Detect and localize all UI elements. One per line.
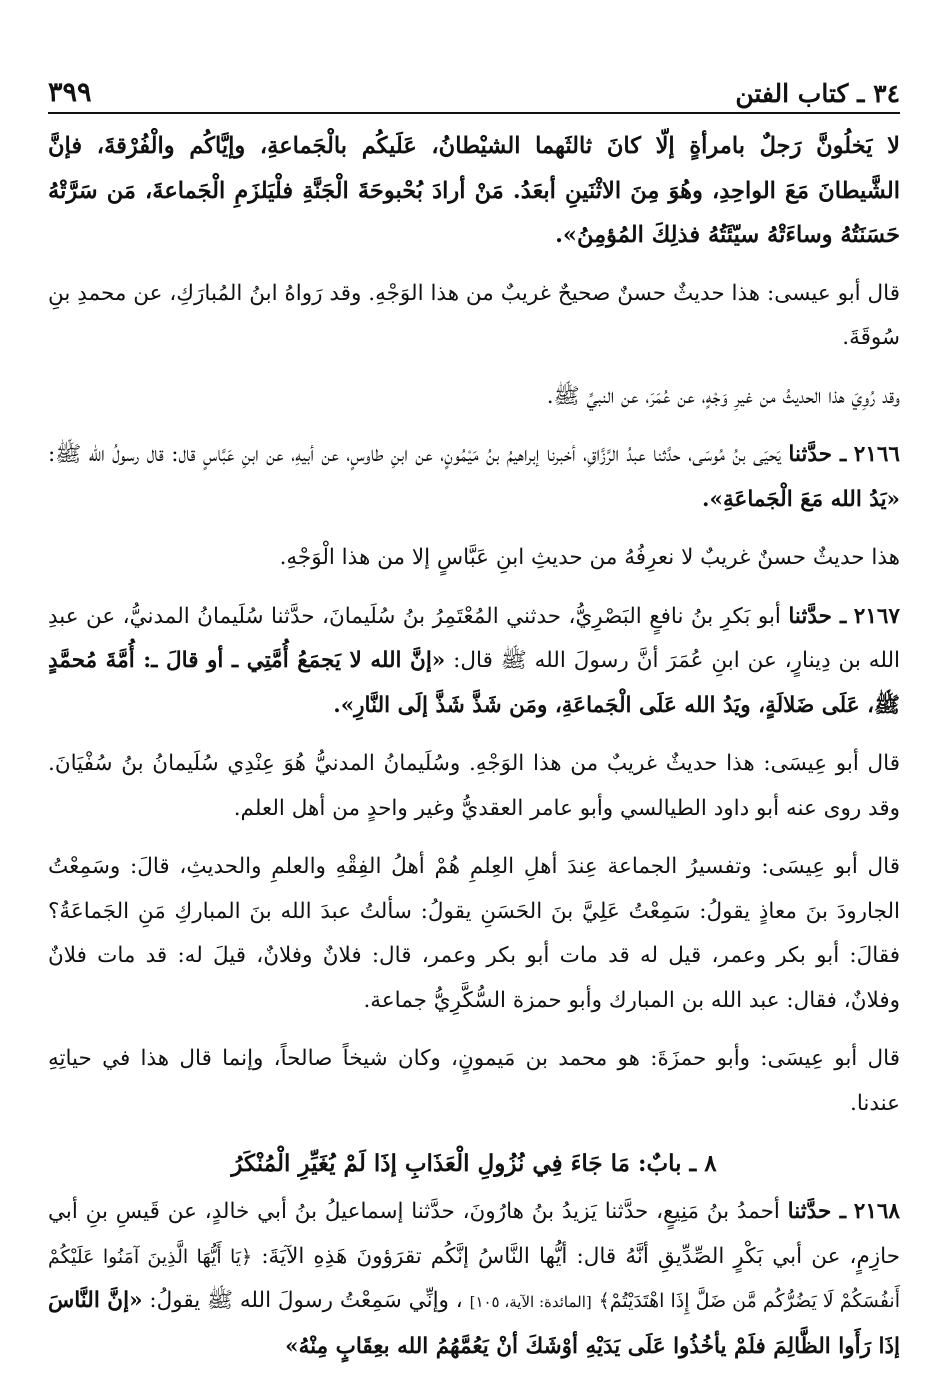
chapter-heading: ٨ ـ بابٌ: مَا جَاءَ فِي نُزُولِ الْعَذَابِ إذَا لَمْ يُغَيِّرِ الْمُنْكَرُ (231, 1150, 717, 1177)
hadith-text: «يَدُ الله مَعَ الْجَماعَةِ». (702, 486, 900, 512)
hadith-number: ٢١٦٦ (853, 442, 900, 467)
hadith-2166: ٢١٦٦ ـ حدَّثنا يَحيَى بنُ مُوسَى، حدَّثنا عبدُ الرَّزَّاقِ، أخبرنا إبراهيمُ بنُ مَيْمُونٍ، عن ابنِ طاوسٍ، عن أبيهِ، عن ابنِ عَبَّاسٍ قال: قال رسولُ الله ﷺ: «يَدُ الله مَعَ الْجَماعَةِ». (48, 442, 900, 512)
commentary-paragraph: قال أبو عِيسَى: وأبو حمزَةَ: هو محمد بن مَيمونٍ، وكان شيخاً صالحاً، وإنما قال هذا في حياتِهِ عندنا. (48, 1046, 900, 1116)
hadith-number: ٢١٦٧ (853, 603, 900, 629)
hadith-lead: حدَّثنا (788, 603, 832, 629)
hadith-chain: يَحيَى بنُ مُوسَى، حدَّثنا عبدُ الرَّزَّاقِ، أخبرنا إبراهيمُ بنُ مَيْمُونٍ، عن ابنِ طاوسٍ، عن أبيهِ، عن ابنِ عَبَّاسٍ قال: قال رسولُ الله ﷺ: (48, 442, 781, 467)
hadith-2167: ٢١٦٧ ـ حدَّثنا أبو بَكرِ بنُ نافعٍ البَصْرِيُّ، حدثني المُعْتَمِرُ بنُ سُلَيمانَ، حدَّثنا سُلَيمانُ المدنيُّ، عن عبدِ الله بن دِينارٍ، عن ابنِ عُمَرَ أنَّ رسولَ الله ﷺ قال: «إنَّ الله لا يَجمَعُ أُمَّتِي ـ أو قالَ ـ: أُمَّةَ مُحمَّدٍ ﷺ، عَلَى ضَلالَةٍ، ويَدُ الله عَلَى الْجَماعَةِ، ومَن شَذَّ شَذَّ إلَى النَّارِ». (48, 603, 900, 718)
hadith-continuation: لا يَخلُونَّ رَجلٌ بامرأةٍ إلّا كانَ ثالثَهما الشيْطانُ، عَلَيكُم بالْجَماعةِ، وإيَّاكُم والْفُرْقةَ، فإنَّ الشَّيطانَ مَعَ الواحِدِ، وهُوَ مِنَ الاثْنَينِ أبعَدُ. مَنْ أرادَ بُحْبوحَةَ الْجَنَّةِ فلْيَلزَمِ الْجَماعةَ، مَن سَرَّتْهُ حَسَنَتُهُ وساءَتْهُ سيّئَتُهُ فذلِكَ المُؤمِنُ». (48, 133, 900, 248)
commentary-paragraph: وقد رُوِيَ هذا الحديثُ من غيرِ وَجْهٍ، عن عُمَرَ، عن النبيِّ ﷺ. (546, 383, 900, 409)
hadith-number: ٢١٦٨ (853, 1199, 900, 1224)
hadith-text: «إنَّ النَّاسَ إذَا رَأَوا الظَّالِمَ فلَمْ يأخُذُوا عَلَى يَدَيْهِ أوْشَكَ أنْ يَعُمَّهُمُ الله بعِقَابٍ مِنْهُ» (48, 1288, 900, 1359)
hadith-chain: أحمدُ بنُ مَنِيعٍ، حدَّثنا يَزيدُ بنُ هارُونَ، حدَّثنا إسماعيلُ بنُ أبي خالدٍ، عن قَيسِ بنِ أبي حازِمٍ، عن أبي بَكْرٍ الصِّدِّيقِ أنَّهُ قال: أيُّها النَّاسُ إنَّكُم تقرَؤونَ هَذِهِ الآيَةَ: (48, 1199, 901, 1269)
page-number: ٣٩٩ (48, 77, 92, 108)
running-title: ٣٤ ـ كتاب الفتن (735, 79, 900, 108)
hadith-2168: ٢١٦٨ ـ حدَّثنا أحمدُ بنُ مَنِيعٍ، حدَّثنا يَزيدُ بنُ هارُونَ، حدَّثنا إسماعيلُ بنُ أبي خالدٍ، عن قَيسِ بنِ أبي حازِمٍ، عن أبي بَكْرٍ الصِّدِّيقِ أنَّهُ قال: أيُّها النَّاسُ إنَّكُم تقرَؤونَ هَذِهِ الآيَةَ: ﴿يَا أَيُّهَا الَّذِينَ آمَنُوا عَلَيْكُمْ أَنفُسَكُمْ لَا يَضُرُّكُم مَّن ضَلَّ إِذَا اهْتَدَيْتُمْ﴾ [المائدة: الآية، ١٠٥] ، وإنِّي سَمِعْتُ رسولَ الله ﷺ يقولُ: «إنَّ النَّاسَ إذَا رَأَوا الظَّالِمَ فلَمْ يأخُذُوا عَلَى يَدَيْهِ أوْشَكَ أنْ يَعُمَّهُمُ الله بعِقَابٍ مِنْهُ» (48, 1199, 901, 1359)
page-body (48, 124, 900, 1383)
commentary-paragraph: هذا حديثٌ حسنٌ غريبٌ لا نعرِفُهُ من حديثِ ابنِ عَبَّاسٍ إلا من هذا الْوَجْهِ. (279, 545, 900, 570)
hadith-chain: أبو بَكرِ بنُ نافعٍ البَصْرِيُّ، حدثني المُعْتَمِرُ بنُ سُلَيمانَ، حدَّثنا سُلَيمانُ المدنيُّ، عن عبدِ الله بن دِينارٍ، عن ابنِ عُمَرَ أنَّ رسولَ الله ﷺ قال: (48, 603, 900, 673)
hadith-text: «إنَّ الله لا يَجمَعُ أُمَّتِي ـ أو قالَ ـ: أُمَّةَ مُحمَّدٍ ﷺ، عَلَى ضَلالَةٍ، ويَدُ الله عَلَى الْجَماعَةِ، ومَن شَذَّ شَذَّ إلَى النَّارِ». (48, 648, 900, 718)
commentary-paragraph: قال أبو عيسى: هذا حديثٌ حسنٌ صحيحٌ غريبٌ من هذا الوَجْهِ. وقد رَواهُ ابنُ المُبارَكِ، عن محمدِ بنِ سُوقَةَ. (48, 280, 900, 350)
commentary-paragraph: قال أبو عِيسَى: هذا حديثٌ غريبٌ من هذا الوَجْهِ. وسُلَيمانُ المدنيُّ هُوَ عِنْدِي سُلَيمانُ بنُ سُفْيَانَ. وقد روى عنه أبو داود الطيالسي وأبو عامر العقديُّ وغير واحدٍ من أهل العلم. (48, 751, 900, 821)
hadith-lead: حدَّثنا (787, 1199, 832, 1224)
header-rule (48, 112, 900, 114)
hadith-chain-cont: ، وإنِّي سَمِعْتُ رسولَ الله ﷺ يقولُ: (149, 1288, 463, 1313)
page-header (48, 68, 900, 108)
commentary-paragraph: قال أبو عِيسَى: وتفسيرُ الجماعة عِندَ أهلِ العِلمِ هُمْ أهلُ الفِقْهِ والعلمِ والحديثِ، قالَ: وسَمِعْتُ الجارودَ بنَ معاذٍ يقولُ: سَمِعْتُ عَلِيَّ بنَ الحَسَنِ يقولُ: سألتُ عبدَ الله بنَ المباركِ مَنِ الجَماعَةُ؟ فقالَ: أبو بكر وعمر، قيل له قد مات أبو بكر وعمر، قال: فلانٌ وفلانٌ، قيلَ له: قد مات فلانٌ وفلانٌ، فقال: عبد الله بن المبارك وأبو حمزة السُّكَّرِيُّ جماعة. (48, 854, 900, 1013)
quran-verse: ﴿يَا أَيُّهَا الَّذِينَ آمَنُوا عَلَيْكُمْ أَنفُسَكُمْ لَا يَضُرُّكُم مَّن ضَلَّ إِذَا اهْتَدَيْتُمْ﴾ (48, 1245, 900, 1312)
hadith-lead: حدَّثنا (788, 442, 832, 467)
verse-reference: [المائدة: الآية، ١٠٥] (469, 1293, 592, 1311)
